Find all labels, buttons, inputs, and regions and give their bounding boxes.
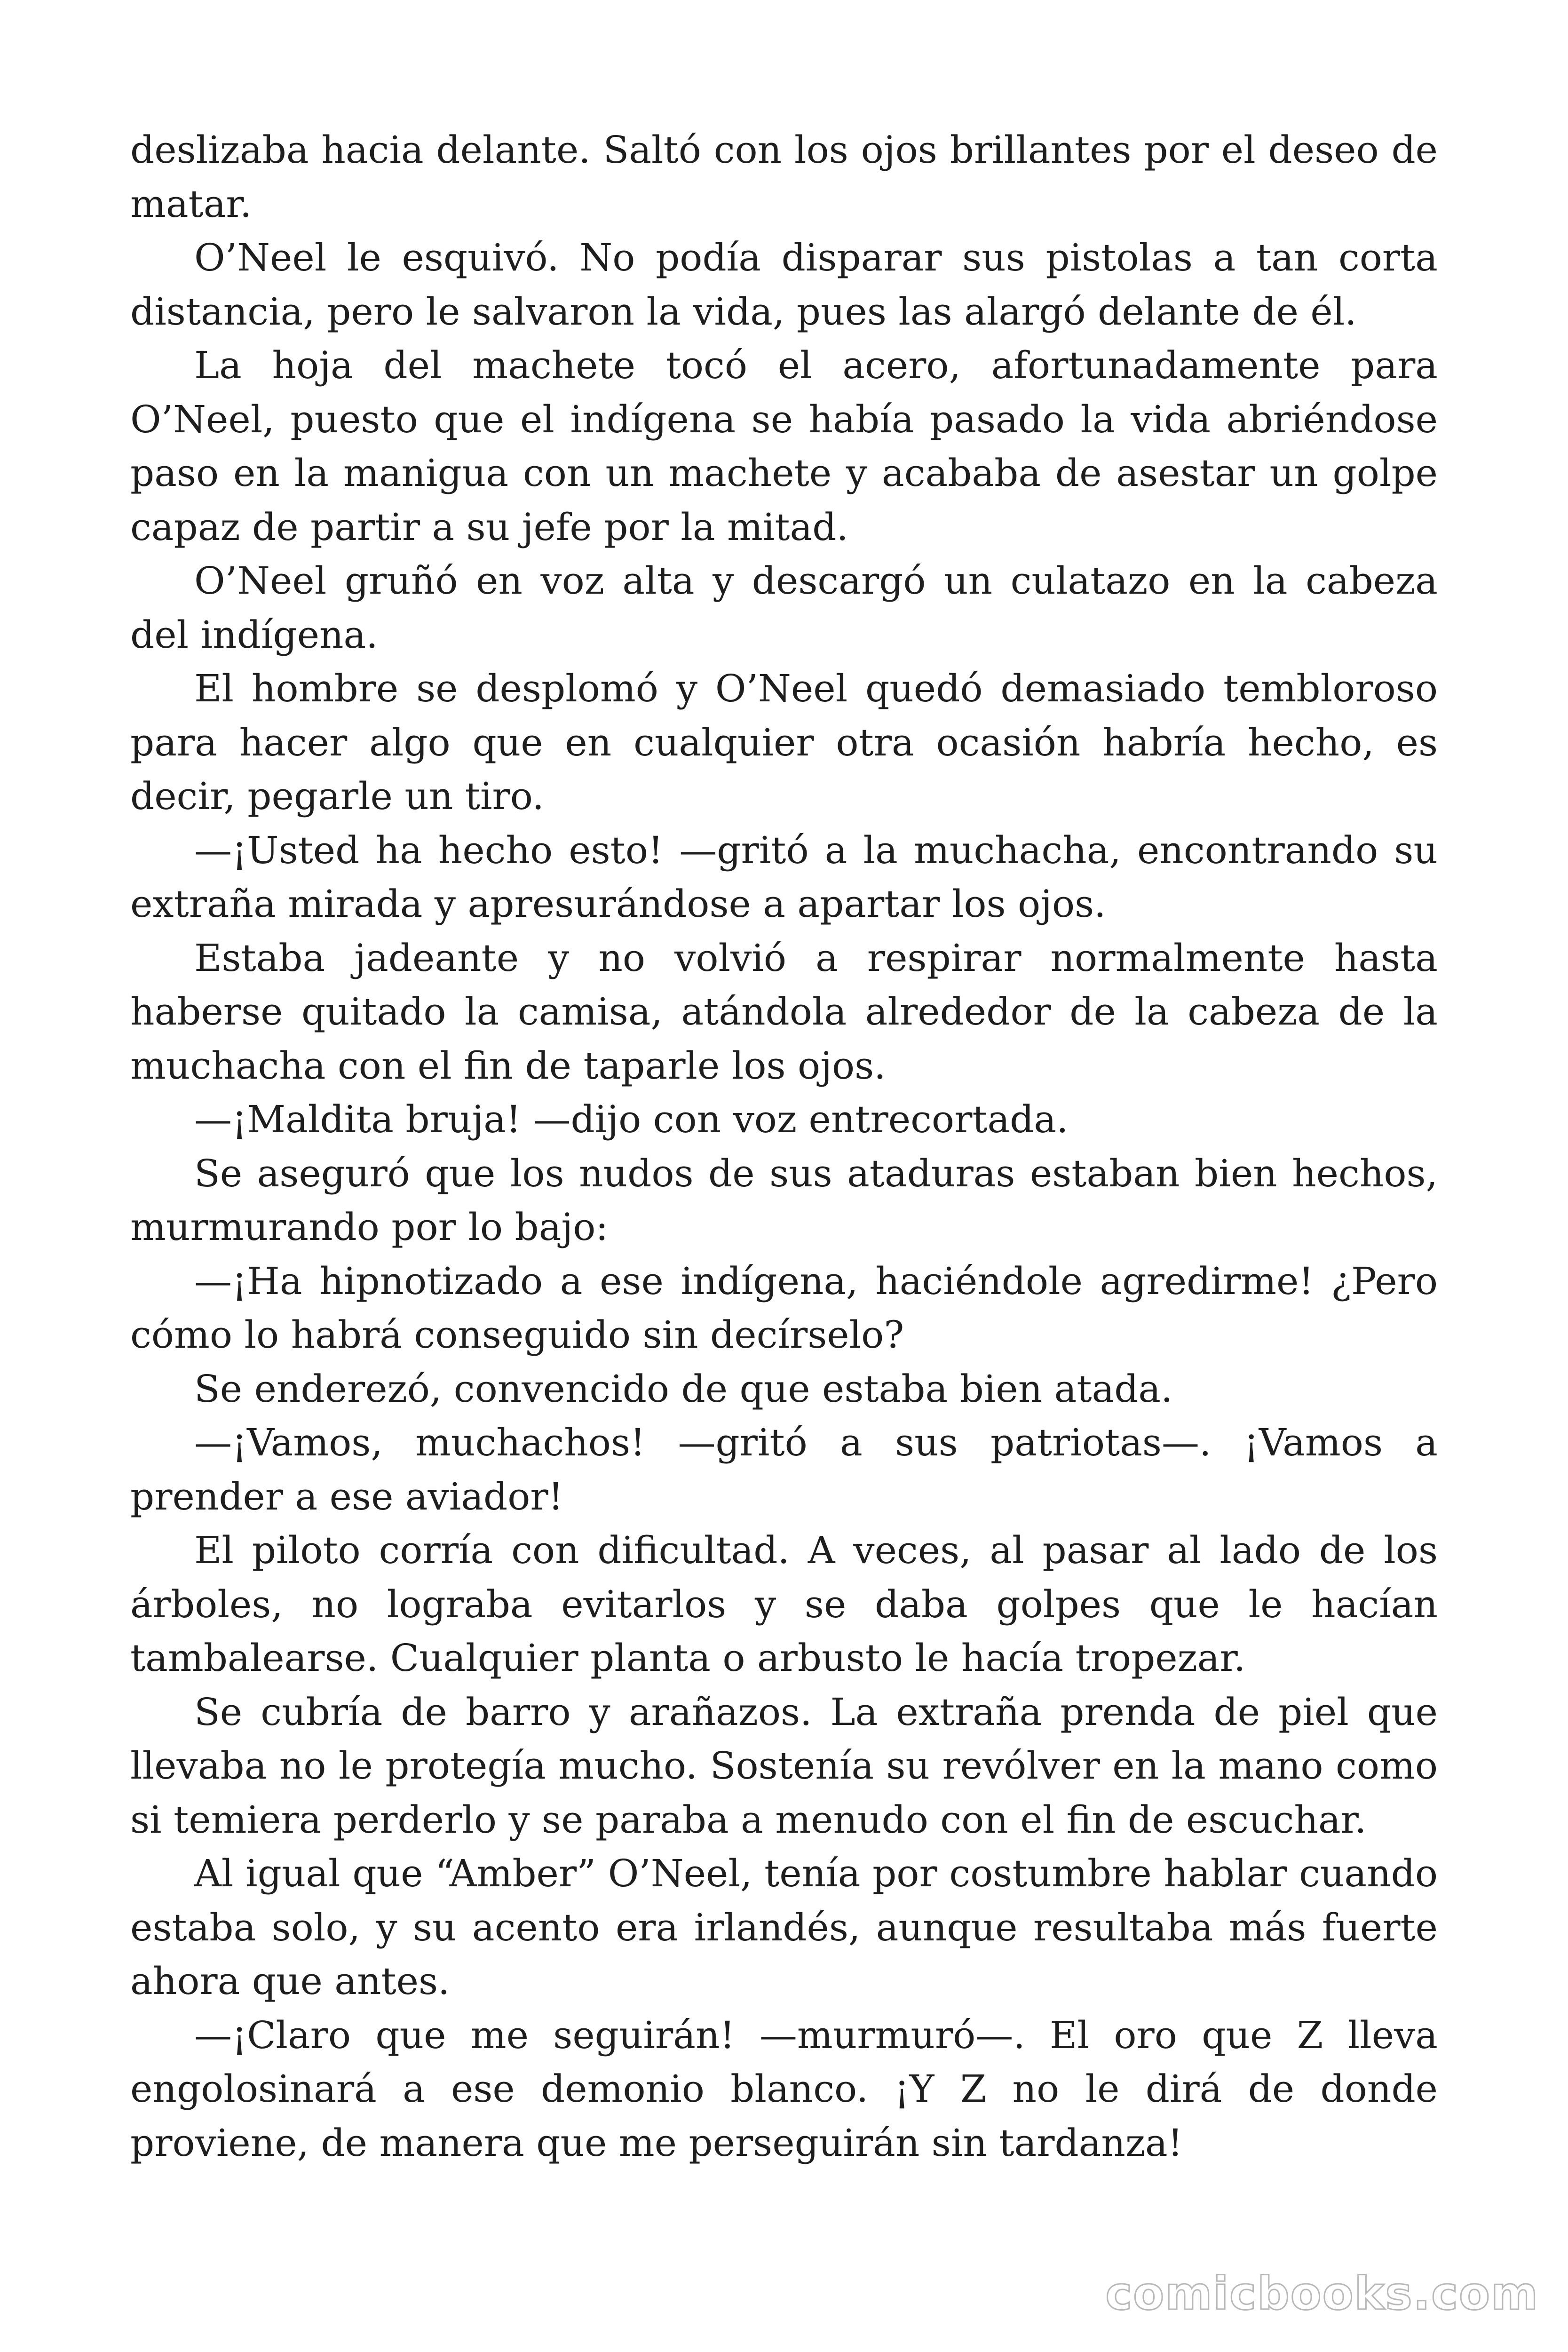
paragraph-10: —¡Ha hipnotizado a ese indígena, haciéndole agredirme! ¿Pero cómo lo habrá conseguido sin decírselo? — [130, 1259, 1438, 1357]
paragraph-11: Se enderezó, convencido de que estaba bien atada. — [194, 1367, 1173, 1411]
paragraph-12: —¡Vamos, muchachos! —gritó a sus patriotas—. ¡Vamos a prender a ese aviador! — [130, 1421, 1438, 1518]
paragraph-5: El hombre se desplomó y O’Neel quedó demasiado tembloroso para hacer algo que en cualquier otra ocasión habría hecho, es decir, pegarle un tiro. — [130, 667, 1438, 818]
paragraph-13: El piloto corría con dificultad. A veces, al pasar al lado de los árboles, no lograba evitarlos y se daba golpes que le hacían tambalearse. Cualquier planta o arbusto le hacía tropezar. — [130, 1528, 1438, 1680]
paragraph-8: —¡Maldita bruja! —dijo con voz entrecortada. — [194, 1097, 1069, 1141]
paragraph-1: deslizaba hacia delante. Saltó con los ojos brillantes por el deseo de matar. — [130, 128, 1438, 226]
paragraph-9: Se aseguró que los nudos de sus ataduras estaban bien hechos, murmurando por lo bajo: — [130, 1151, 1438, 1249]
paragraph-16: —¡Claro que me seguirán! —murmuró—. El oro que Z lleva engolosinará a ese demonio blanco. ¡Y Z no le dirá de donde proviene, de manera que me perseguirán sin tardanza! — [130, 2013, 1438, 2165]
paragraph-2: O’Neel le esquivó. No podía disparar sus pistolas a tan corta distancia, pero le salvaron la vida, pues las alargó delante de él. — [130, 236, 1438, 334]
paragraph-14: Se cubría de barro y arañazos. La extraña prenda de piel que llevaba no le protegía mucho. Sostenía su revólver en la mano como si temiera perderlo y se paraba a menudo con el fin de escuchar. — [130, 1690, 1438, 1842]
paragraph-6: —¡Usted ha hecho esto! —gritó a la muchacha, encontrando su extraña mirada y apresurándose a apartar los ojos. — [130, 828, 1438, 926]
paragraph-3: La hoja del machete tocó el acero, afortunadamente para O’Neel, puesto que el indígena se había pasado la vida abriéndose paso en la manigua con un machete y acababa de asestar un golpe capaz de partir a su jefe por la mitad. — [130, 343, 1438, 549]
paragraph-7: Estaba jadeante y no volvió a respirar normalmente hasta haberse quitado la camisa, atándola alrededor de la cabeza de la muchacha con el fin de taparle los ojos. — [130, 936, 1438, 1088]
body-text — [130, 123, 1438, 2170]
paragraph-15: Al igual que “Amber” O’Neel, tenía por costumbre hablar cuando estaba solo, y su acento era irlandés, aunque resultaba más fuerte ahora que antes. — [130, 1851, 1438, 2003]
paragraph-4: O’Neel gruñó en voz alta y descargó un culatazo en la cabeza del indígena. — [130, 559, 1438, 657]
watermark: comicbooks.com — [1105, 2267, 1539, 2320]
